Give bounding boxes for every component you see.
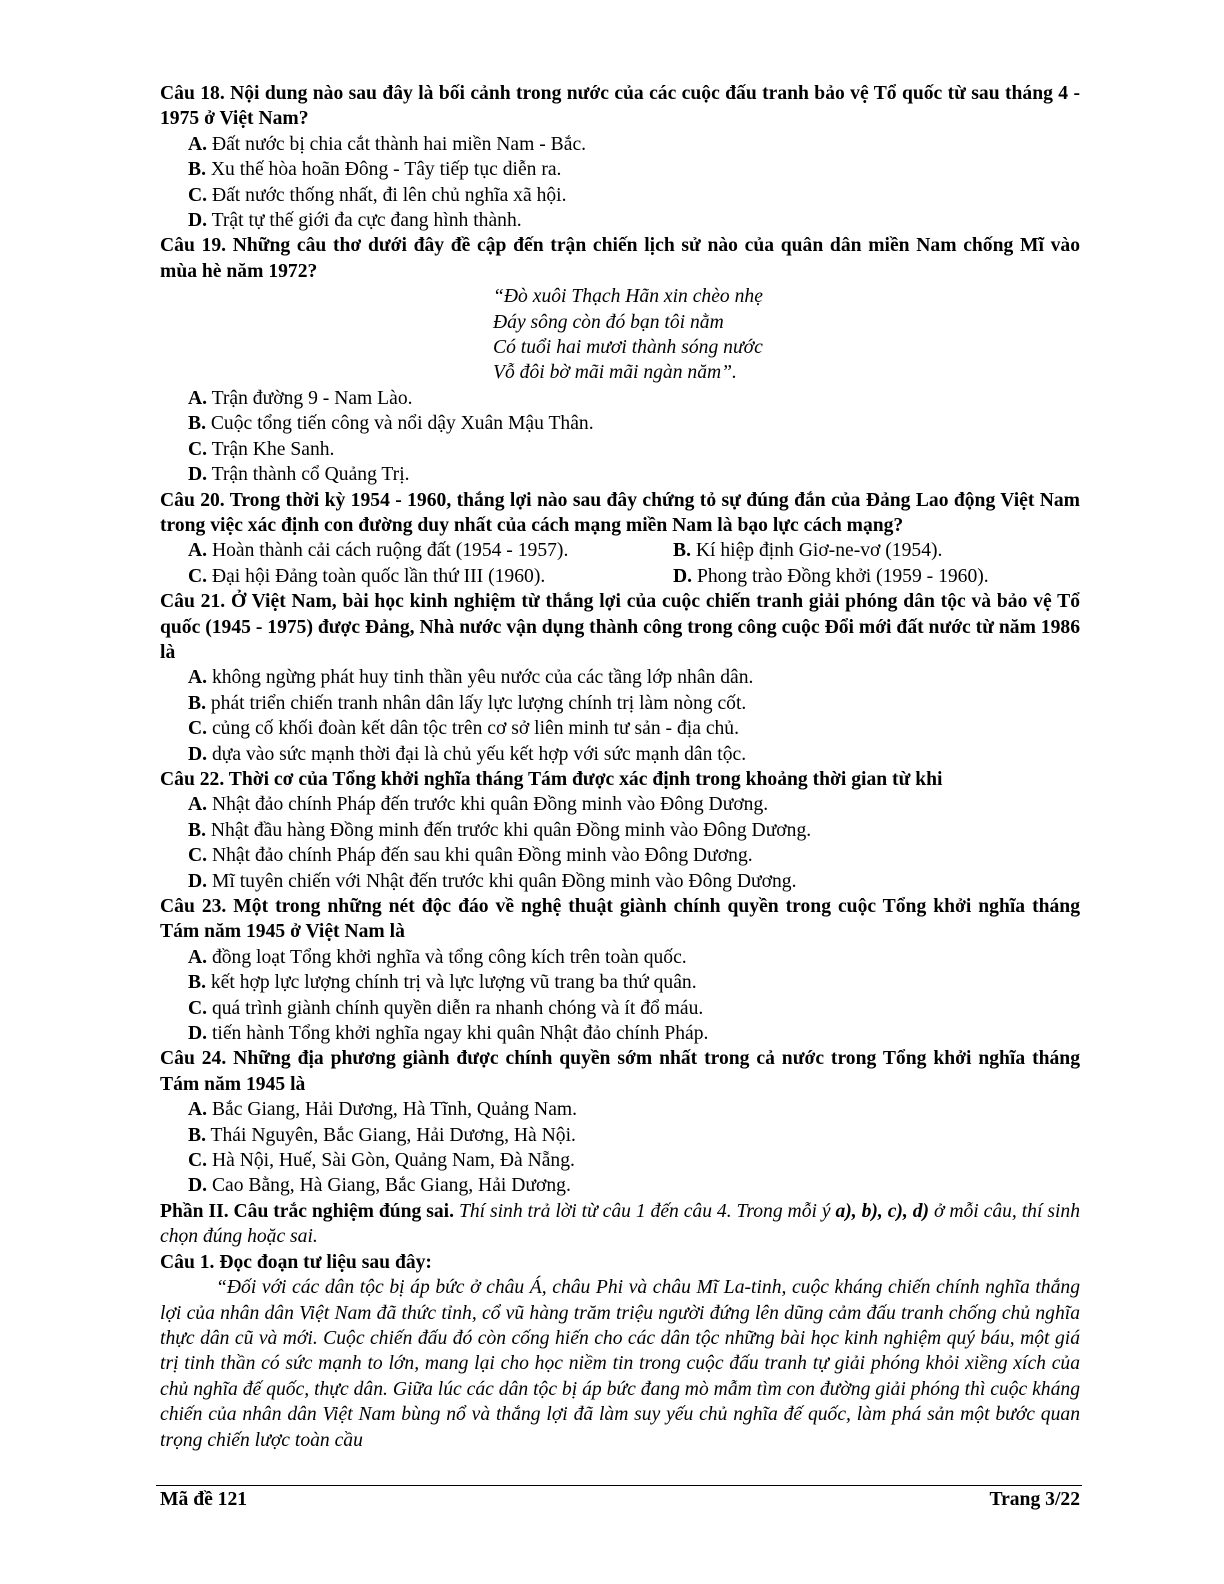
option-b: B. kết hợp lực lượng chính trị và lực lượng vũ trang ba thứ quân. <box>188 972 697 994</box>
question-24-stem: Câu 24. Những địa phương giành được chính quyền sớm nhất trong cả nước trong Tổng khởi nghĩa tháng Tám năm 1945 là <box>160 1048 1080 1095</box>
option-d: D. tiến hành Tổng khởi nghĩa ngay khi quân Nhật đảo chính Pháp. <box>188 1023 709 1045</box>
option-a: A. Đất nước bị chia cắt thành hai miền Nam - Bắc. <box>188 133 587 155</box>
option-c: C. Hà Nội, Huế, Sài Gòn, Quảng Nam, Đà Nẵng. <box>188 1150 575 1172</box>
option-d: D. Mĩ tuyên chiến với Nhật đến trước khi quân Đồng minh vào Đông Dương. <box>188 870 797 892</box>
option-b: B. Xu thế hòa hoãn Đông - Tây tiếp tục diễn ra. <box>188 159 562 181</box>
poem-line: Vỗ đôi bờ mãi mãi ngàn năm”. <box>493 362 737 384</box>
exam-page-content <box>160 81 1080 1453</box>
part-2-header: Phần II. Câu trắc nghiệm đúng sai. Thí sinh trả lời từ câu 1 đến câu 4. Trong mỗi ý a), b), c), d) ở mỗi câu, thí sinh chọn đúng hoặc sai. <box>160 1200 1080 1248</box>
option-d: D. Trận thành cổ Quảng Trị. <box>188 464 410 486</box>
option-c: C. Trận Khe Sanh. <box>188 438 335 460</box>
option-b: B. Kí hiệp định Giơ-ne-vơ (1954). <box>673 540 943 562</box>
footer-divider <box>156 1485 1082 1486</box>
question-21-stem: Câu 21. Ở Việt Nam, bài học kinh nghiệm từ thắng lợi của cuộc chiến tranh giải phóng dân tộc và bảo vệ Tổ quốc (1945 - 1975) được Đảng, Nhà nước vận dụng thành công trong công cuộc Đổi mới đất nước từ năm 1986 là <box>160 591 1080 663</box>
option-c: C. Đại hội Đảng toàn quốc lần thứ III (1960). <box>188 565 546 587</box>
options-row <box>188 564 1080 589</box>
option-a: A. không ngừng phát huy tinh thần yêu nước của các tầng lớp nhân dân. <box>188 667 754 689</box>
question-19-stem: Câu 19. Những câu thơ dưới đây đề cập đến trận chiến lịch sử nào của quân dân miền Nam chống Mĩ vào mùa hè năm 1972? <box>160 235 1080 282</box>
question-20-stem: Câu 20. Trong thời kỳ 1954 - 1960, thắng lợi nào sau đây chứng tỏ sự đúng đắn của Đảng Lao động Việt Nam trong việc xác định con đường duy nhất của cách mạng miền Nam là bạo lực cách mạng? <box>160 489 1080 536</box>
option-d: D. Cao Bằng, Hà Giang, Bắc Giang, Hải Dương. <box>188 1175 571 1197</box>
option-c: C. Nhật đảo chính Pháp đến sau khi quân Đồng minh vào Đông Dương. <box>188 845 753 867</box>
question-18-stem: Câu 18. Nội dung nào sau đây là bối cảnh trong nước của các cuộc đấu tranh bảo vệ Tổ quốc từ sau tháng 4 - 1975 ở Việt Nam? <box>160 83 1080 130</box>
source-passage: “Đối với các dân tộc bị áp bức ở châu Á, châu Phi và châu Mĩ La-tinh, cuộc kháng chiến chính nghĩa thắng lợi của nhân dân Việt Nam đã thức tỉnh, cổ vũ hàng trăm triệu người đứng lên dũng cảm đấu tranh chống chủ nghĩa thực dân cũ và mới. Cuộc chiến đấu đó còn cống hiến cho các dân tộc những bài học kinh nghiệm quý báu, một giá trị tinh thần có sức mạnh to lớn, mang lại cho học niềm tin trong cuộc đấu tranh tự giải phóng khỏi xiềng xích của chủ nghĩa đế quốc, thực dân. Giữa lúc các dân tộc bị áp bức đang mò mẫm tìm con đường giải phóng thì cuộc kháng chiến của nhân dân Việt Nam bùng nổ và thắng lợi đã làm suy yếu chủ nghĩa đế quốc, làm phá sản một bước quan trọng chiến lược toàn cầu <box>160 1277 1080 1451</box>
option-a: A. Bắc Giang, Hải Dương, Hà Tĩnh, Quảng Nam. <box>188 1099 578 1121</box>
options-row <box>188 538 1080 563</box>
option-d: D. Phong trào Đồng khởi (1959 - 1960). <box>673 565 989 587</box>
option-a: A. Trận đường 9 - Nam Lào. <box>188 387 413 409</box>
poem-line: “Đò xuôi Thạch Hãn xin chèo nhẹ <box>493 286 763 308</box>
poem-line: Đáy sông còn đó bạn tôi nằm <box>493 311 724 333</box>
poem-line: Có tuổi hai mươi thành sóng nước <box>493 337 763 359</box>
option-d: D. Trật tự thế giới đa cực đang hình thành. <box>188 210 522 232</box>
exam-code: Mã đề 121 <box>160 1489 248 1510</box>
option-b: B. Nhật đầu hàng Đồng minh đến trước khi quân Đồng minh vào Đông Dương. <box>188 819 812 841</box>
part-2-question-1-stem: Câu 1. Đọc đoạn tư liệu sau đây: <box>160 1251 432 1273</box>
option-c: C. củng cố khối đoàn kết dân tộc trên cơ sở liên minh tư sản - địa chủ. <box>188 718 740 740</box>
question-23-stem: Câu 23. Một trong những nét độc đáo về nghệ thuật giành chính quyền trong cuộc Tổng khởi nghĩa tháng Tám năm 1945 ở Việt Nam là <box>160 896 1080 943</box>
option-a: A. Hoàn thành cải cách ruộng đất (1954 - 1957). <box>188 540 569 562</box>
option-a: A. đồng loạt Tổng khởi nghĩa và tổng công kích trên toàn quốc. <box>188 946 687 968</box>
option-d: D. dựa vào sức mạnh thời đại là chủ yếu kết hợp với sức mạnh dân tộc. <box>188 743 747 765</box>
option-b: B. phát triển chiến tranh nhân dân lấy lực lượng chính trị làm nòng cốt. <box>188 692 747 714</box>
question-22-stem: Câu 22. Thời cơ của Tổng khởi nghĩa tháng Tám được xác định trong khoảng thời gian từ khi <box>160 768 943 790</box>
option-c: C. Đất nước thống nhất, đi lên chủ nghĩa xã hội. <box>188 184 567 206</box>
page-number: Trang 3/22 <box>989 1489 1080 1510</box>
option-b: B. Cuộc tổng tiến công và nổi dậy Xuân Mậu Thân. <box>188 413 594 435</box>
option-b: B. Thái Nguyên, Bắc Giang, Hải Dương, Hà Nội. <box>188 1124 576 1146</box>
option-a: A. Nhật đảo chính Pháp đến trước khi quân Đồng minh vào Đông Dương. <box>188 794 769 816</box>
option-c: C. quá trình giành chính quyền diễn ra nhanh chóng và ít đổ máu. <box>188 997 704 1019</box>
